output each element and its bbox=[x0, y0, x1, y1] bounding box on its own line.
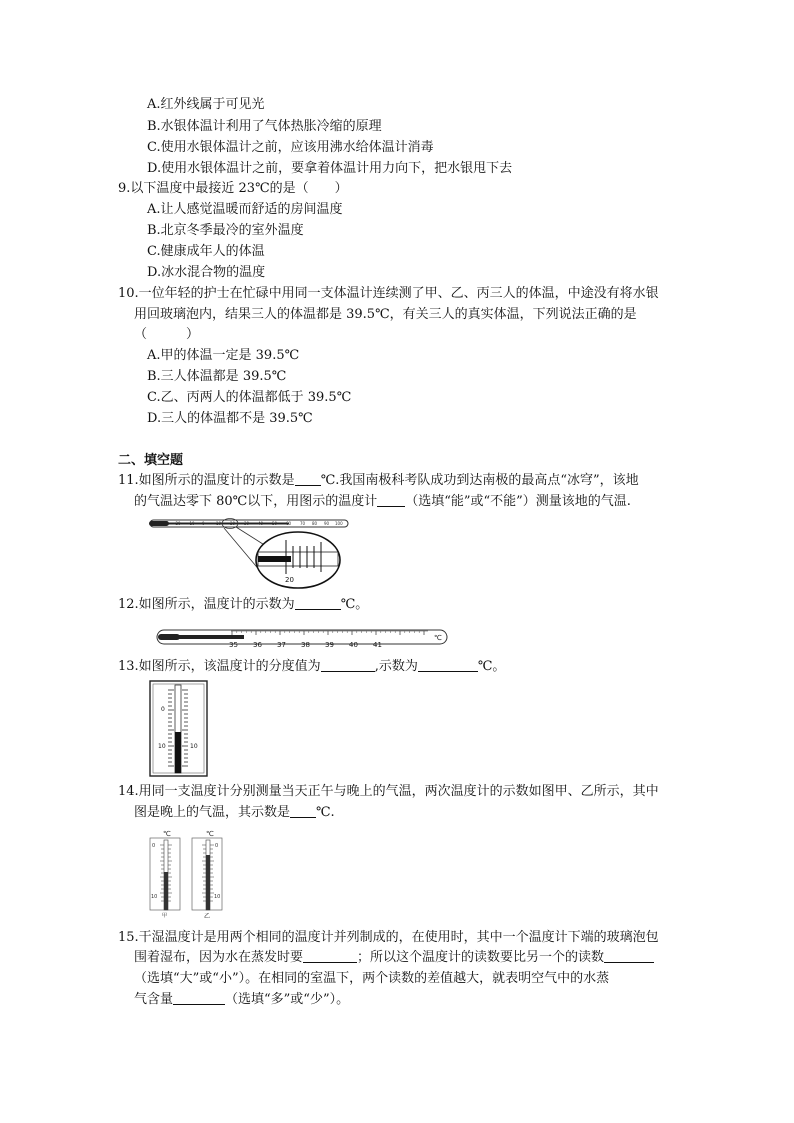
q11-line1-a: 11.如图所示的温度计的示数是 bbox=[118, 473, 295, 488]
q11-scale-label: 70 bbox=[300, 521, 306, 526]
q9-option-d: D.冰水混合物的温度 bbox=[147, 265, 266, 280]
q11-blank-1[interactable] bbox=[295, 473, 321, 486]
q15-line4-b: （选填“多”或“少”）。 bbox=[225, 992, 350, 1007]
q9-option-a: A.让人感觉温暖而舒适的房间温度 bbox=[147, 202, 343, 217]
q14-blank[interactable] bbox=[290, 805, 316, 818]
q14-caption-yi: 乙 bbox=[204, 913, 211, 919]
q10-option-a: A.甲的体温一定是 39.5℃ bbox=[147, 348, 300, 363]
q13-line bbox=[118, 659, 505, 675]
q11-scale-label: 0 bbox=[202, 521, 205, 526]
q15-line2-b: ；所以这个温度计的读数要比另一个的读数 bbox=[357, 950, 605, 965]
q11-zoom-label: 20 bbox=[285, 576, 294, 584]
q11-bulb bbox=[149, 521, 169, 526]
q14-label-10-jia: 10 bbox=[151, 894, 158, 900]
q11-scale-label: 50 bbox=[272, 521, 278, 526]
q12-scale-label: 37 bbox=[277, 641, 286, 649]
q12-text-b: ℃。 bbox=[340, 597, 369, 612]
q13-label-10-right: 10 bbox=[190, 743, 198, 750]
q10-option-c: C.乙、丙两人的体温都低于 39.5℃ bbox=[147, 390, 352, 405]
q12-thermometer-figure bbox=[156, 626, 450, 652]
q14-line2 bbox=[134, 805, 335, 821]
q14-thermometer-jia bbox=[150, 830, 180, 919]
q11-scale-label: -20 bbox=[174, 521, 181, 526]
q12-scale-label: 41 bbox=[373, 641, 382, 649]
q14-line2-b: ℃. bbox=[316, 805, 335, 820]
q14-mercury-yi bbox=[206, 855, 210, 910]
q11-scale-label: 60 bbox=[286, 521, 292, 526]
q15-line1: 15.干湿温度计是用两个相同的温度计并列制成的，在使用时，其中一个温度计下端的玻璃泡包 bbox=[118, 930, 659, 945]
q14-unit-yi: ℃ bbox=[206, 830, 214, 838]
q12-unit-label: ℃ bbox=[434, 634, 442, 642]
q15-line4-a: 气含量 bbox=[134, 992, 174, 1007]
q12-scale-label: 40 bbox=[349, 641, 358, 649]
q12-blank[interactable] bbox=[295, 597, 341, 610]
q11-scale-label: -10 bbox=[188, 521, 195, 526]
q13-blank-1[interactable] bbox=[321, 659, 375, 672]
q10-stem-line1: 10.一位年轻的护士在忙碌中用同一支体温计连续测了甲、乙、丙三人的体温，中途没有将水银 bbox=[118, 286, 659, 301]
q11-line1 bbox=[118, 473, 639, 489]
q8-option-d: D.使用水银体温计之前，要拿着体温计用力向下，把水银甩下去 bbox=[147, 161, 513, 176]
q11-line2 bbox=[134, 494, 631, 510]
q14-label-0-yi: 0 bbox=[215, 843, 219, 849]
q12-bulb bbox=[158, 634, 180, 640]
q10-option-d: D.三人的体温都不是 39.5℃ bbox=[147, 411, 313, 426]
q11-scale-label: 40 bbox=[258, 521, 264, 526]
q12-scale-label: 36 bbox=[253, 641, 262, 649]
q8-option-b: B.水银体温计利用了气体热胀冷缩的原理 bbox=[147, 119, 382, 134]
q15-blank-3[interactable] bbox=[173, 992, 225, 1005]
q11-scale-label: 90 bbox=[324, 521, 330, 526]
q12-mercury bbox=[178, 635, 244, 639]
q12-line bbox=[118, 597, 368, 613]
q13-label-10-left: 10 bbox=[158, 743, 166, 750]
q14-thermometers-figure bbox=[146, 827, 226, 919]
section-title: 二、填空题 bbox=[118, 453, 184, 468]
q11-line1-b: ℃.我国南极科考队成功到达南极的最高点“冰穹”，该地 bbox=[320, 473, 639, 488]
q11-scale-label: 30 bbox=[244, 521, 250, 526]
q14-label-10-yi: 10 bbox=[214, 894, 221, 900]
q11-leader-line bbox=[236, 527, 266, 546]
q13-text-b: ,示数为 bbox=[374, 659, 418, 674]
q9-stem: 9.以下温度中最接近 23℃的是（ ） bbox=[118, 181, 348, 196]
q14-label-0-jia: 0 bbox=[152, 843, 156, 849]
q11-scale-label: 20 bbox=[230, 521, 236, 526]
q14-unit-jia: ℃ bbox=[163, 830, 171, 838]
q10-stem-line2: 用回玻璃泡内，结果三人的体温都是 39.5℃，有关三人的真实体温，下列说法正确的是 bbox=[134, 307, 637, 322]
q10-option-b: B.三人体温都是 39.5℃ bbox=[147, 369, 287, 384]
q12-text-a: 12.如图所示，温度计的示数为 bbox=[118, 597, 295, 612]
q11-line2-a: 的气温达零下 80℃以下，用图示的温度计 bbox=[134, 494, 378, 509]
q12-scale-label: 38 bbox=[301, 641, 310, 649]
q14-thermometer-yi bbox=[192, 830, 222, 919]
q8-option-a: A.红外线属于可见光 bbox=[147, 97, 265, 112]
q8-option-c: C.使用水银体温计之前，应该用沸水给体温计消毒 bbox=[147, 140, 434, 155]
q13-text-c: ℃。 bbox=[477, 659, 506, 674]
q15-blank-2[interactable] bbox=[604, 950, 654, 963]
q14-mercury-jia bbox=[164, 872, 168, 910]
q9-option-b: B.北京冬季最冷的室外温度 bbox=[147, 223, 304, 238]
q12-scale-label: 35 bbox=[229, 641, 238, 649]
q13-text-a: 13.如图所示，该温度计的分度值为 bbox=[118, 659, 321, 674]
q11-mercury bbox=[168, 523, 289, 525]
q13-mercury bbox=[175, 732, 181, 773]
q14-caption-jia: 甲 bbox=[162, 913, 168, 919]
q15-line2-a: 围着湿布，因为水在蒸发时要 bbox=[134, 950, 304, 965]
q13-thermometer-figure bbox=[149, 680, 209, 778]
q11-scale-label: 80 bbox=[312, 521, 318, 526]
q10-stem-line3: （ ） bbox=[134, 327, 200, 342]
q9-option-c: C.健康成年人的体温 bbox=[147, 244, 265, 259]
q11-line2-b: （选填“能”或“不能”）测量该地的气温. bbox=[405, 494, 631, 509]
q12-scale-label: 39 bbox=[325, 641, 334, 649]
q11-blank-2[interactable] bbox=[377, 494, 405, 507]
q14-line2-a: 图是晚上的气温，其示数是 bbox=[134, 805, 291, 820]
q14-line1: 14.用同一支温度计分别测量当天正午与晚上的气温，两次温度计的示数如图甲、乙所示，其中 bbox=[118, 784, 659, 799]
q11-thermometer-figure bbox=[148, 512, 358, 592]
q15-line4 bbox=[134, 992, 349, 1008]
q15-line2 bbox=[134, 950, 654, 966]
q11-scale-label: 100 bbox=[335, 521, 343, 526]
q15-line3: （选填“大”或“小”）。在相同的室温下，两个读数的差值越大，就表明空气中的水蒸 bbox=[134, 971, 610, 986]
q13-label-0: 0 bbox=[161, 706, 165, 713]
q15-blank-1[interactable] bbox=[303, 950, 357, 963]
q13-blank-2[interactable] bbox=[418, 659, 478, 672]
q11-scale-label: 10 bbox=[216, 521, 222, 526]
